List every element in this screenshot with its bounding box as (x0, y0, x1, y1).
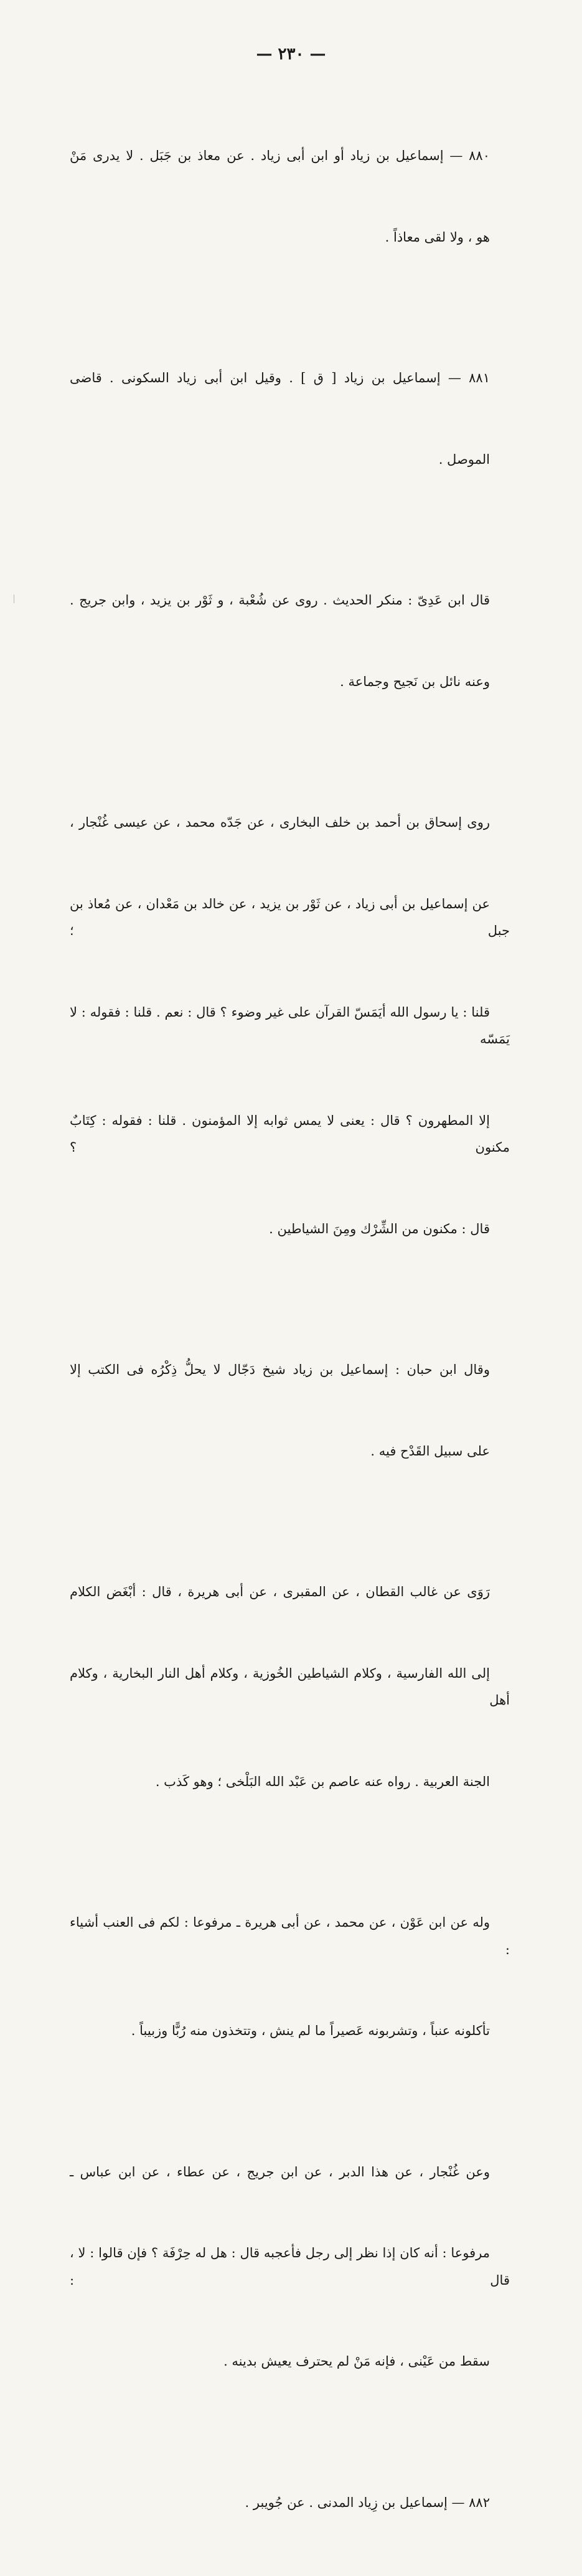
text-line: عن إسماعيل بن أبى زياد ، عن ثَوْر بن يزيد ، عن خالد بن مَعْدان ، عن مُعاذ بن جبل ؛ (65, 896, 510, 938)
text-line: ٨٨٢ — إسماعيل بن زِياد المدنى . عن جُويبر . (245, 2494, 490, 2510)
text-line: رَوَى عن غالب القطان ، عن المقبرى ، عن أبى هريرة ، قال : أبْغَض الكلام (70, 1584, 490, 1599)
text-line: الموصل . (438, 451, 490, 467)
page-number: — ٢٣٠ — (256, 45, 326, 63)
text-line: تأكلونه عنباً ، وتشربونه عَصيراً ما لم ينش ، وتتخذون منه رُبًّا وزبيباً . (131, 2023, 490, 2038)
text-line: ٨٨٠ — إسماعيل بن زياد أو ابن أبى زياد . عن معاذ بن جَبَل . لا يدرى مَنْ (70, 148, 490, 163)
text-line: إلى الله الفارسية ، وكلام الشياطين الخُوزية ، وكلام أهل النار البخارية ، وكلام أهل (65, 1665, 510, 1708)
entry-882 (70, 2435, 510, 2571)
text-line: وله عن ابن عَوْن ، عن محمد ، عن أبى هريرة ـ مرفوعا : لكم فى العنب أشياء : (65, 1915, 510, 1957)
text-line: على سبيل القَدْح فيه . (370, 1443, 490, 1459)
text-line: وعنه نائل بن نَجيح وجماعة . (340, 674, 490, 689)
text-line: وقال ابن حبان : إسماعيل بن زياد شيخ دَجّال لا يحلُّ ذِكْرُه فى الكتب إلا (70, 1362, 490, 1377)
text-line: وعن غُنْجار ، عن هذا الدبر ، عن ابن جريج ، عن عطاء ، عن ابن عباس ـ (70, 2164, 490, 2179)
text-line: قال ابن عَدِىّ : منكر الحديث . روى عن شُعْبة ، و ثَوْر بن يزيد ، وابن جريج . (70, 593, 490, 608)
paragraph-ibn-adi (70, 533, 510, 750)
entry-880 (70, 88, 510, 305)
paragraph-ibn-hibban (70, 1302, 510, 1519)
text-line: إلا المطهرون ؟ قال : يعنى لا يمس ثوابه إلا المؤمنون . قلنا : فقوله : كِتَابٌ مكنون ؟ (65, 1112, 510, 1155)
text-line: هو ، ولا لقى معاذاً . (385, 229, 490, 245)
text-body (65, 88, 510, 2576)
paragraph-grapes (65, 1855, 510, 2099)
text-line: سقط من عَيْنى ، فإنه مَنْ لم يحترف يعيش بدينه . (223, 2354, 490, 2369)
entry-881 (70, 311, 510, 527)
paragraph-languages (65, 1525, 510, 1850)
text-line: قلنا : يا رسول الله أيَمَسّ القرآن على غير وضوء ؟ قال : نعم . قلنا : فقوله : لا يَمَسّه (65, 1004, 510, 1046)
text-line: ٨٨١ — إسماعيل بن زياد [ ق ] . وقيل ابن أبى زياد السكونى . قاضى (70, 370, 490, 385)
text-line: الجنة العربية . رواه عنه عاصم بن عَبْد الله البَلْخى ؛ وهو كَذب . (155, 1774, 490, 1789)
text-line: قال : مكنون من الشِّرْك ومِنَ الشياطين . (269, 1221, 490, 1236)
paragraph-profession (65, 2105, 510, 2430)
text-line: روى إسحاق بن أحمد بن خلف البخارى ، عن جَدّه محمد ، عن عيسى غُنْجار ، (70, 815, 490, 830)
text-line: مرفوعا : أنه كان إذا نظر إلى رجل فأعجبه قال : هل له حِرْفَة ؟ فإن قالوا : لا ، قال : (65, 2245, 510, 2288)
paragraph-hadith-quran (65, 755, 510, 1297)
